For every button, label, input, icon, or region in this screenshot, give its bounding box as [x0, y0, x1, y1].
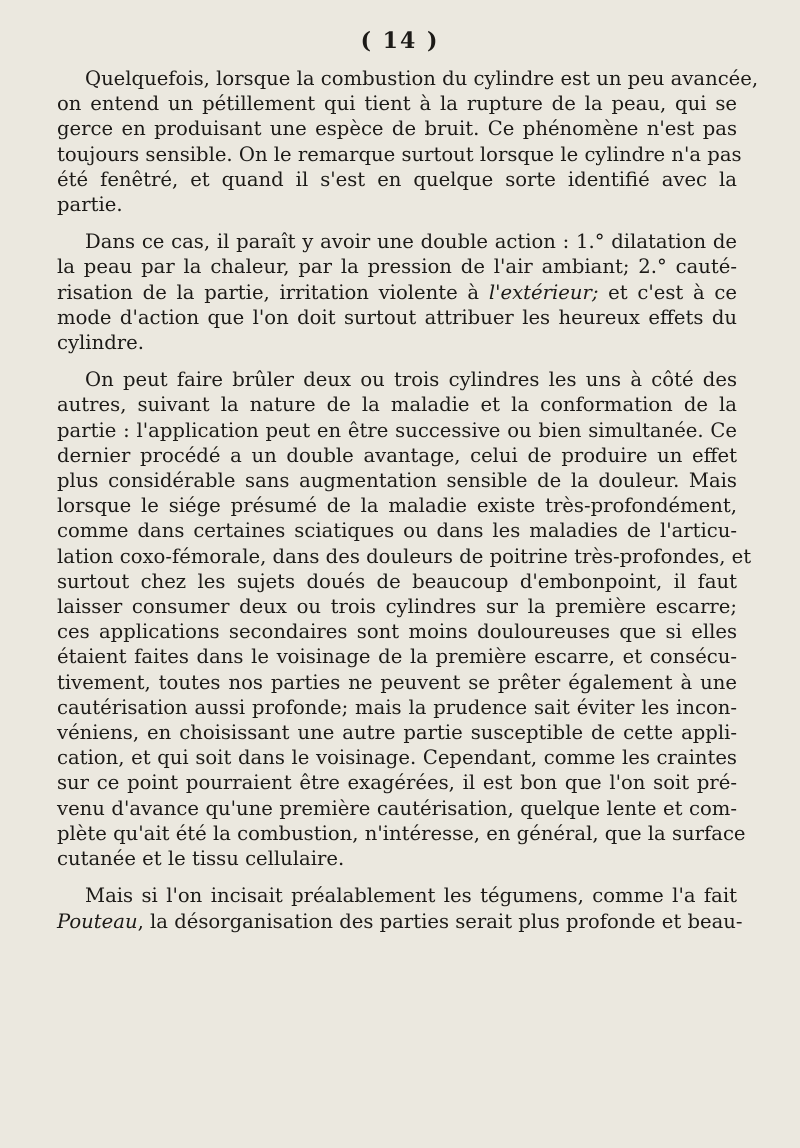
text-line: venu d'avance qu'une première cautérisation, quelque lente et com- [57, 796, 737, 820]
page-body-text [57, 66, 759, 934]
text-line: partie. [57, 193, 123, 217]
text-line: lation coxo-fémorale, dans des douleurs de poitrine très-profondes, et [57, 544, 752, 568]
italic-term: Pouteau [57, 909, 138, 933]
text-line: dernier procédé a un double avantage, celui de produire un effet [57, 443, 737, 467]
text-line: plète qu'ait été la combustion, n'intéresse, en général, que la surface [57, 821, 746, 845]
text-line: été fenêtré, et quand il s'est en quelque sorte identifié avec la [57, 167, 737, 191]
paragraph [57, 229, 737, 355]
text-line: ces applications secondaires sont moins douloureuses que si elles [57, 620, 737, 644]
text-line: on entend un pétillement qui tient à la rupture de la peau, qui se [57, 92, 737, 116]
paragraph [57, 66, 759, 217]
text-line: risation de la partie, irritation violente à l'extérieur; et c'est à ce [57, 280, 737, 304]
text-line: partie : l'application peut en être successive ou bien simultanée. Ce [57, 418, 737, 442]
text-line: laisser consumer deux ou trois cylindres sur la première escarre; [57, 595, 737, 619]
text-line: cautérisation aussi profonde; mais la prudence sait éviter les incon- [57, 695, 737, 719]
text-line: gerce en produisant une espèce de bruit. Ce phénomène n'est pas [57, 117, 737, 141]
page-number: ( 14 ) [360, 28, 440, 54]
text-line: tivement, toutes nos parties ne peuvent se prêter également à une [57, 670, 737, 694]
text-line: plus considérable sans augmentation sensible de la douleur. Mais [57, 469, 737, 493]
text-line: Quelquefois, lorsque la combustion du cylindre est un peu avancée, [85, 67, 759, 90]
text-line: Dans ce cas, il paraît y avoir une double action : 1.° dilatation de [85, 230, 737, 254]
text-line: comme dans certaines sciatiques ou dans les maladies de l'articu- [57, 519, 737, 543]
text-line: toujours sensible. On le remarque surtout lorsque le cylindre n'a pas [57, 142, 742, 166]
text-line: étaient faites dans le voisinage de la première escarre, et consécu- [57, 645, 737, 669]
text-line: la peau par la chaleur, par la pression de l'air ambiant; 2.° cauté- [57, 255, 737, 279]
text-line: mode d'action que l'on doit surtout attribuer les heureux effets du [57, 305, 737, 329]
text-line: autres, suivant la nature de la maladie et la conformation de la [57, 393, 737, 417]
italic-term: l'extérieur; [488, 280, 599, 304]
text-line: Pouteau, la désorganisation des parties serait plus profonde et beau- [57, 909, 743, 933]
text-line: cutanée et le tissu cellulaire. [57, 847, 345, 871]
text-line: On peut faire brûler deux ou trois cylindres les uns à côté des [85, 368, 737, 392]
text-line: lorsque le siége présumé de la maladie existe très-profondément, [57, 494, 737, 518]
text-line: véniens, en choisissant une autre partie susceptible de cette appli- [57, 721, 737, 745]
text-line: sur ce point pourraient être exagérées, il est bon que l'on soit pré- [57, 771, 737, 795]
text-line: surtout chez les sujets doués de beaucoup d'embonpoint, il faut [57, 569, 737, 593]
paragraph [57, 883, 743, 933]
text-line: cylindre. [57, 331, 144, 355]
text-line: cation, et qui soit dans le voisinage. Cependant, comme les craintes [57, 746, 737, 770]
paragraph [57, 367, 752, 871]
text-line: Mais si l'on incisait préalablement les tégumens, comme l'a fait [85, 884, 737, 908]
